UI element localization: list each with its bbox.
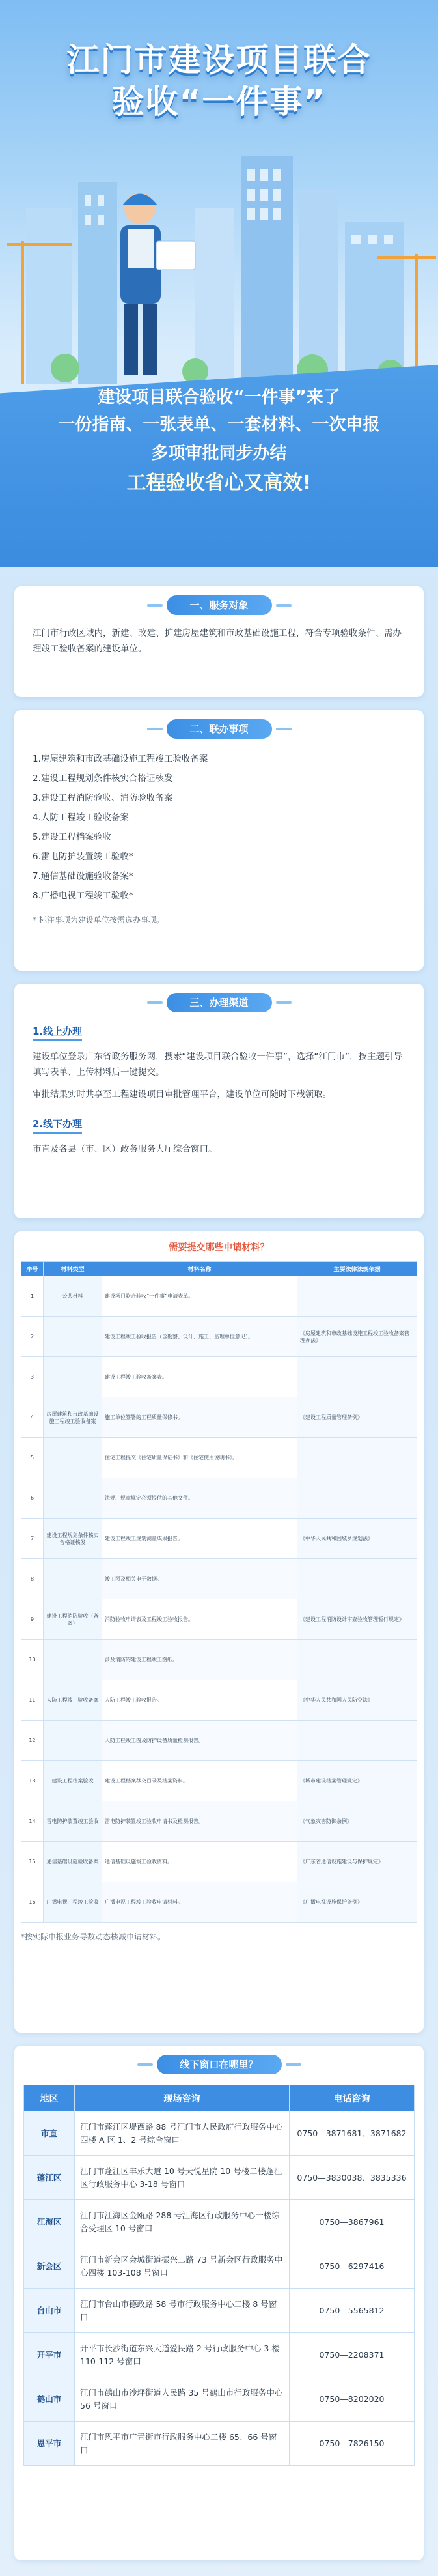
table-row: [24, 2333, 415, 2377]
column-header: 材料名称: [102, 1262, 297, 1276]
table-cell-name: 住宅工程提交《住宅质量保证书》和《住宅使用说明书》。: [102, 1438, 297, 1478]
materials-note: *按实际申报业务导数动态核减申请材料。: [21, 1932, 166, 1941]
channels-card: [14, 984, 424, 1218]
table-cell-basis: 《广播电视设施保护条例》: [297, 1882, 417, 1923]
table-row: [21, 1680, 417, 1721]
section-heading-service-target: 一、服务对象: [166, 595, 271, 615]
table-cell-basis: 《中华人民共和国人民防空法》: [297, 1680, 417, 1721]
table-cell-type: 雷电防护装置竣工验收: [44, 1801, 102, 1842]
table-cell-addr: 江门市江海区金瓯路 288 号江海区行政服务中心一楼综合受理区 10 号窗口: [75, 2200, 290, 2244]
section-heading-channels: 三、办理渠道: [166, 993, 271, 1012]
table-cell-no: 7: [21, 1519, 44, 1559]
section-heading-joint-items: 二、联办事项: [166, 719, 271, 739]
table-cell-tel: 0750—7826150: [290, 2422, 415, 2466]
table-cell-type: 房屋建筑和市政基础设施工程竣工验收备案: [44, 1397, 102, 1438]
table-cell-addr: 江门市蓬江区堤西路 88 号江门市人民政府行政服务中心四楼 A 区 1、2 号综合窗口: [75, 2111, 290, 2156]
table-cell-name: 消防验收申请表及工程竣工验收报告。: [102, 1599, 297, 1640]
slogan-line-3: 多项审批同步办结: [151, 444, 287, 463]
table-row: [21, 1478, 417, 1519]
windows-card: [14, 2046, 424, 2560]
table-cell-basis: 《中华人民共和国城乡规划法》: [297, 1519, 417, 1559]
service-target-card: [14, 586, 424, 697]
table-cell-basis: [297, 1559, 417, 1599]
table-cell-type: [44, 1478, 102, 1519]
table-row: [21, 1357, 417, 1397]
offline-handling-text: 市直及各县（市、区）政务服务大厅综合窗口。: [33, 1144, 217, 1154]
table-row: [21, 1519, 417, 1559]
column-header: 现场咨询: [75, 2085, 290, 2111]
table-cell-area: 恩平市: [24, 2422, 75, 2466]
table-cell-addr: 江门市新会区会城街道振兴二路 73 号新会区行政服务中心四楼 103-108 号窗口: [75, 2244, 290, 2289]
list-item: 2.建设工程规划条件核实合格证核发: [33, 773, 173, 784]
column-header: 材料类型: [44, 1262, 102, 1276]
column-header: 地区: [24, 2085, 75, 2111]
table-cell-no: 13: [21, 1761, 44, 1801]
column-header: 电话咨询: [290, 2085, 415, 2111]
windows-title: 线下窗口在哪里？: [156, 2055, 281, 2074]
table-cell-area: 蓬江区: [24, 2156, 75, 2200]
table-cell-basis: 《建设工程消防设计审查验收管理暂行规定》: [297, 1599, 417, 1640]
optional-items-note: * 标注事项为建设单位按需选办事项。: [33, 915, 164, 924]
windows-table-header: [24, 2085, 415, 2111]
table-cell-type: [44, 1438, 102, 1478]
table-row: [21, 1640, 417, 1680]
table-cell-tel: 0750—3867961: [290, 2200, 415, 2244]
table-cell-type: 人防工程竣工验收备案: [44, 1680, 102, 1721]
table-cell-no: 10: [21, 1640, 44, 1680]
service-target-text: 江门市行政区域内，新建、改建、扩建房屋建筑和市政基础设施工程，符合专项验收条件、需办理竣工验收备案的建设单位。: [33, 628, 402, 654]
table-row: [24, 2244, 415, 2289]
table-cell-name: 法规、规章规定必须提供的其他文件。: [102, 1478, 297, 1519]
materials-card: [14, 1231, 424, 2033]
table-cell-name: 建设项目联合验收“一件事”申请表单。: [102, 1276, 297, 1317]
table-cell-type: 建设工程档案验收: [44, 1761, 102, 1801]
table-row: [24, 2377, 415, 2422]
table-cell-addr: 江门市恩平市广青街市行政服务中心二楼 65、66 号窗口: [75, 2422, 290, 2466]
online-handling-result-text: 审批结果实时共享至工程建设项目审批管理平台，建设单位可随时下载领取。: [33, 1089, 331, 1100]
table-cell-no: 16: [21, 1882, 44, 1923]
table-cell-name: 建设工程档案移交目录及档案资料。: [102, 1761, 297, 1801]
table-cell-name: 建设工程竣工验收报告（含勘察、设计、施工、监理单位意见）。: [102, 1317, 297, 1357]
list-item: 4.人防工程竣工验收备案: [33, 812, 129, 823]
materials-table: [21, 1261, 417, 1923]
table-cell-no: 14: [21, 1801, 44, 1842]
table-cell-basis: 《广东省通信设施建设与保护规定》: [297, 1842, 417, 1882]
table-cell-addr: 江门市鹤山市沙坪街道人民路 35 号鹤山市行政服务中心 56 号窗口: [75, 2377, 290, 2422]
table-cell-basis: [297, 1640, 417, 1680]
table-cell-tel: 0750—5565812: [290, 2289, 415, 2333]
table-cell-type: [44, 1721, 102, 1761]
table-cell-area: 江海区: [24, 2200, 75, 2244]
table-row: [21, 1438, 417, 1478]
table-row: [24, 2289, 415, 2333]
list-item: 1.房屋建筑和市政基础设施工程竣工验收备案: [33, 754, 208, 764]
table-cell-name: 施工单位签署的工程质量保修书。: [102, 1397, 297, 1438]
table-cell-basis: [297, 1438, 417, 1478]
table-cell-name: 人防工程竣工图及防护设备质量检测报告。: [102, 1721, 297, 1761]
table-cell-type: 通信基础设施验收备案: [44, 1842, 102, 1882]
table-row: [21, 1276, 417, 1317]
materials-table-wrap: [21, 1261, 417, 1943]
list-item: 8.广播电视工程竣工验收*: [33, 891, 133, 901]
table-row: [21, 1882, 417, 1923]
list-item: 3.建设工程消防验收、消防验收备案: [33, 793, 173, 803]
hero-banner: [0, 0, 438, 567]
table-row: [21, 1761, 417, 1801]
title-line-1: 江门市建设项目联合: [66, 41, 372, 79]
table-cell-type: 建设工程规划条件核实合格证核发: [44, 1519, 102, 1559]
table-cell-basis: [297, 1721, 417, 1761]
table-row: [21, 1317, 417, 1357]
table-cell-no: 2: [21, 1317, 44, 1357]
table-row: [21, 1842, 417, 1882]
title-line-2: 验收“一件事”: [111, 83, 327, 121]
table-cell-type: [44, 1317, 102, 1357]
table-row: [21, 1721, 417, 1761]
table-cell-no: 9: [21, 1599, 44, 1640]
online-handling-text: 建设单位登录广东省政务服务网，搜索“建设项目联合验收一件事”，选择“江门市”，按主题引导填写表单、上传材料后一键提交。: [33, 1052, 402, 1078]
slogan-line-2: 一份指南、一张表单、一套材料、一次申报: [58, 415, 380, 435]
windows-table: [23, 2085, 415, 2466]
table-cell-area: 开平市: [24, 2333, 75, 2377]
table-cell-name: 涉及消防的建设工程竣工图纸。: [102, 1640, 297, 1680]
table-cell-area: 新会区: [24, 2244, 75, 2289]
table-cell-tel: 0750—3830038、3835336: [290, 2156, 415, 2200]
table-cell-name: 人防工程竣工验收报告。: [102, 1680, 297, 1721]
table-cell-no: 8: [21, 1559, 44, 1599]
table-row: [21, 1599, 417, 1640]
engineer-illustration: [120, 193, 195, 375]
table-row: [24, 2111, 415, 2156]
table-cell-name: 竣工图及相关电子数据。: [102, 1559, 297, 1599]
table-cell-tel: 0750—3871681、3871682: [290, 2111, 415, 2156]
column-header: 序号: [21, 1262, 44, 1276]
table-cell-no: 11: [21, 1680, 44, 1721]
table-row: [24, 2422, 415, 2466]
table-cell-tel: 0750—2208371: [290, 2333, 415, 2377]
table-cell-basis: 《建设工程质量管理条例》: [297, 1397, 417, 1438]
table-cell-addr: 江门市蓬江区丰乐大道 10 号天悦星院 10 号楼二楼蓬江区行政服务中心 3-18 号窗口: [75, 2156, 290, 2200]
table-cell-addr: 江门市台山市德政路 58 号市行政服务中心二楼 8 号窗口: [75, 2289, 290, 2333]
table-cell-tel: 0750—6297416: [290, 2244, 415, 2289]
windows-table-wrap: [23, 2085, 415, 2466]
table-cell-type: 建设工程消防验收（备案）: [44, 1599, 102, 1640]
table-cell-no: 3: [21, 1357, 44, 1397]
list-item: 6.雷电防护装置竣工验收*: [33, 852, 133, 862]
table-cell-addr: 开平市长沙街道东兴大道爱民路 2 号行政服务中心 3 楼 110-112 号窗口: [75, 2333, 290, 2377]
joint-items-list: [33, 749, 405, 926]
table-cell-basis: [297, 1276, 417, 1317]
table-cell-no: 5: [21, 1438, 44, 1478]
slogan-line-1: 建设项目联合验收“一件事”来了: [98, 388, 340, 407]
materials-table-header: [21, 1262, 417, 1276]
table-cell-basis: [297, 1357, 417, 1397]
joint-items-card: [14, 710, 424, 971]
table-row: [21, 1801, 417, 1842]
table-cell-name: 雷电防护装置竣工验收申请书及检测报告。: [102, 1801, 297, 1842]
table-cell-area: 鹤山市: [24, 2377, 75, 2422]
list-item: 5.建设工程档案验收: [33, 832, 111, 842]
table-cell-area: 市直: [24, 2111, 75, 2156]
table-row: [24, 2156, 415, 2200]
table-cell-name: 通信基础设施竣工验收资料。: [102, 1842, 297, 1882]
table-cell-name: 广播电视工程竣工验收申请材料。: [102, 1882, 297, 1923]
table-cell-basis: 《房屋建筑和市政基础设施工程竣工验收备案管理办法》: [297, 1317, 417, 1357]
table-cell-no: 15: [21, 1842, 44, 1882]
online-handling-title: 1.线上办理: [33, 1024, 82, 1041]
table-row: [21, 1559, 417, 1599]
table-cell-type: [44, 1357, 102, 1397]
table-cell-type: 公共材料: [44, 1276, 102, 1317]
table-cell-no: 6: [21, 1478, 44, 1519]
table-row: [24, 2200, 415, 2244]
materials-title: 需要提交哪些申请材料？: [169, 1242, 269, 1253]
table-cell-no: 12: [21, 1721, 44, 1761]
table-cell-type: 广播电视工程竣工验收: [44, 1882, 102, 1923]
table-cell-type: [44, 1640, 102, 1680]
table-cell-basis: 《城市建设档案管理规定》: [297, 1761, 417, 1801]
table-cell-basis: 《气象灾害防御条例》: [297, 1801, 417, 1842]
table-cell-no: 1: [21, 1276, 44, 1317]
city-skyline-illustration: [0, 111, 438, 384]
table-cell-basis: [297, 1478, 417, 1519]
offline-handling-title: 2.线下办理: [33, 1117, 82, 1134]
table-cell-type: [44, 1559, 102, 1599]
table-cell-no: 4: [21, 1397, 44, 1438]
list-item: 7.通信基础设施验收备案*: [33, 871, 133, 881]
table-row: [21, 1397, 417, 1438]
column-header: 主要法律法规依据: [297, 1262, 417, 1276]
page-title: [0, 39, 438, 122]
slogan-line-4: 工程验收省心又高效!: [126, 472, 312, 494]
table-cell-name: 建设工程竣工验收备案表。: [102, 1357, 297, 1397]
table-cell-name: 建设工程竣工规划测量成果报告。: [102, 1519, 297, 1559]
table-cell-area: 台山市: [24, 2289, 75, 2333]
table-cell-tel: 0750—8202020: [290, 2377, 415, 2422]
